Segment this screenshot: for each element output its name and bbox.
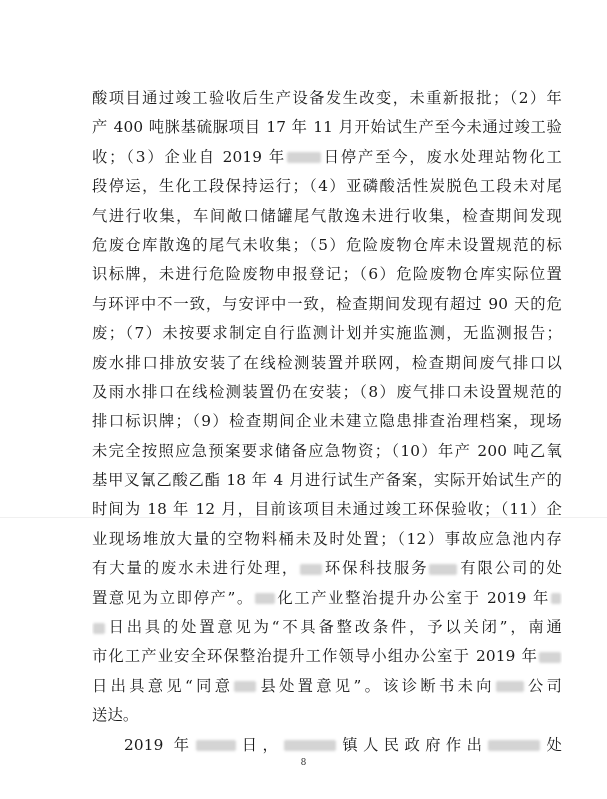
text-line: 酸项目通过竣工验收后生产设备发生改变，未重新报批；（2）年 bbox=[92, 89, 562, 107]
text-line: 基甲叉氰乙酸乙酯 18 年 4 月进行试生产备案，实际开始试生产的 bbox=[92, 471, 562, 490]
redaction-mark bbox=[255, 593, 275, 604]
text-line: 段停运，生化工段保持运行；（4）亚磷酸活性炭脱色工段未对尾 bbox=[92, 177, 562, 196]
redaction-mark bbox=[429, 564, 457, 575]
redaction-mark bbox=[488, 740, 540, 751]
text-line: 业现场堆放大量的空物料桶未及时处置；（12）事故应急池内存 bbox=[92, 529, 562, 548]
text-line: 废；（7）未按要求制定自行监测计划并实施监测，无监测报告； bbox=[92, 324, 562, 343]
redaction-mark bbox=[496, 681, 524, 692]
redaction-mark bbox=[287, 152, 321, 163]
text-line: 置意见为立即停产”。 化工产业整治提升办公室于 2019 年 bbox=[92, 584, 562, 613]
redaction-mark bbox=[196, 740, 236, 751]
text-line: 有大量的废水未进行处理， 环保科技服务 有限公司的处 bbox=[92, 559, 562, 578]
text-line: 送达。 bbox=[92, 706, 139, 725]
redaction-mark bbox=[300, 564, 322, 575]
text-line: 废水排口排放安装了在线检测装置并联网，检查期间废气排口以 bbox=[92, 353, 562, 372]
redaction-mark bbox=[551, 593, 561, 604]
text-line: 日出具意见“同意 县处置意见”。该诊断书未向 公司 bbox=[92, 676, 562, 695]
redaction-mark bbox=[93, 623, 105, 634]
redaction-mark bbox=[539, 652, 561, 663]
text-line: 排口标识牌；（9）检查期间企业未建立隐患排查治理档案，现场 bbox=[92, 412, 562, 431]
text-line: 危废仓库散逸的尾气未收集；（5）危险废物仓库未设置规范的标 bbox=[92, 235, 562, 254]
text-line: 与环评中不一致，与安评中一致，检查期间发现有超过 90 天的危 bbox=[92, 294, 562, 313]
text-line: 识标牌，未进行危险废物申报登记；（6）危险废物仓库实际位置 bbox=[92, 265, 562, 284]
text-line: 日出具的处置意见为“不具备整改条件，予以关闭”，南通 bbox=[92, 613, 562, 642]
text-line: 收；（3）企业自 2019 年 日停产至今，废水处理站物化工 bbox=[92, 147, 562, 166]
text-line: 未完全按照应急预案要求储备应急物资；（10）年产 200 吨乙氧 bbox=[92, 441, 562, 460]
text-line: 及雨水排口在线检测装置仍在安装；（8）废气排口未设置规范的 bbox=[92, 382, 562, 401]
text-line: 2019 年 日， 镇人民政府作出 处 bbox=[124, 735, 562, 754]
text-line: 时间为 18 年 12 月，目前该项目未通过竣工环保验收；（11）企 bbox=[92, 500, 562, 519]
page-number: 8 bbox=[300, 758, 307, 768]
redaction-mark bbox=[234, 681, 256, 692]
body-text bbox=[92, 84, 562, 760]
redaction-mark bbox=[284, 740, 336, 751]
text-line: 市化工产业安全环保整治提升工作领导小组办公室于 2019 年 bbox=[92, 642, 562, 671]
text-line: 产 400 吨脒基硫脲项目 17 年 11 月开始试生产至今未通过竣工验 bbox=[92, 118, 562, 137]
text-line: 气进行收集，车间敞口储罐尾气散逸未进行收集，检查期间发现 bbox=[92, 206, 562, 225]
